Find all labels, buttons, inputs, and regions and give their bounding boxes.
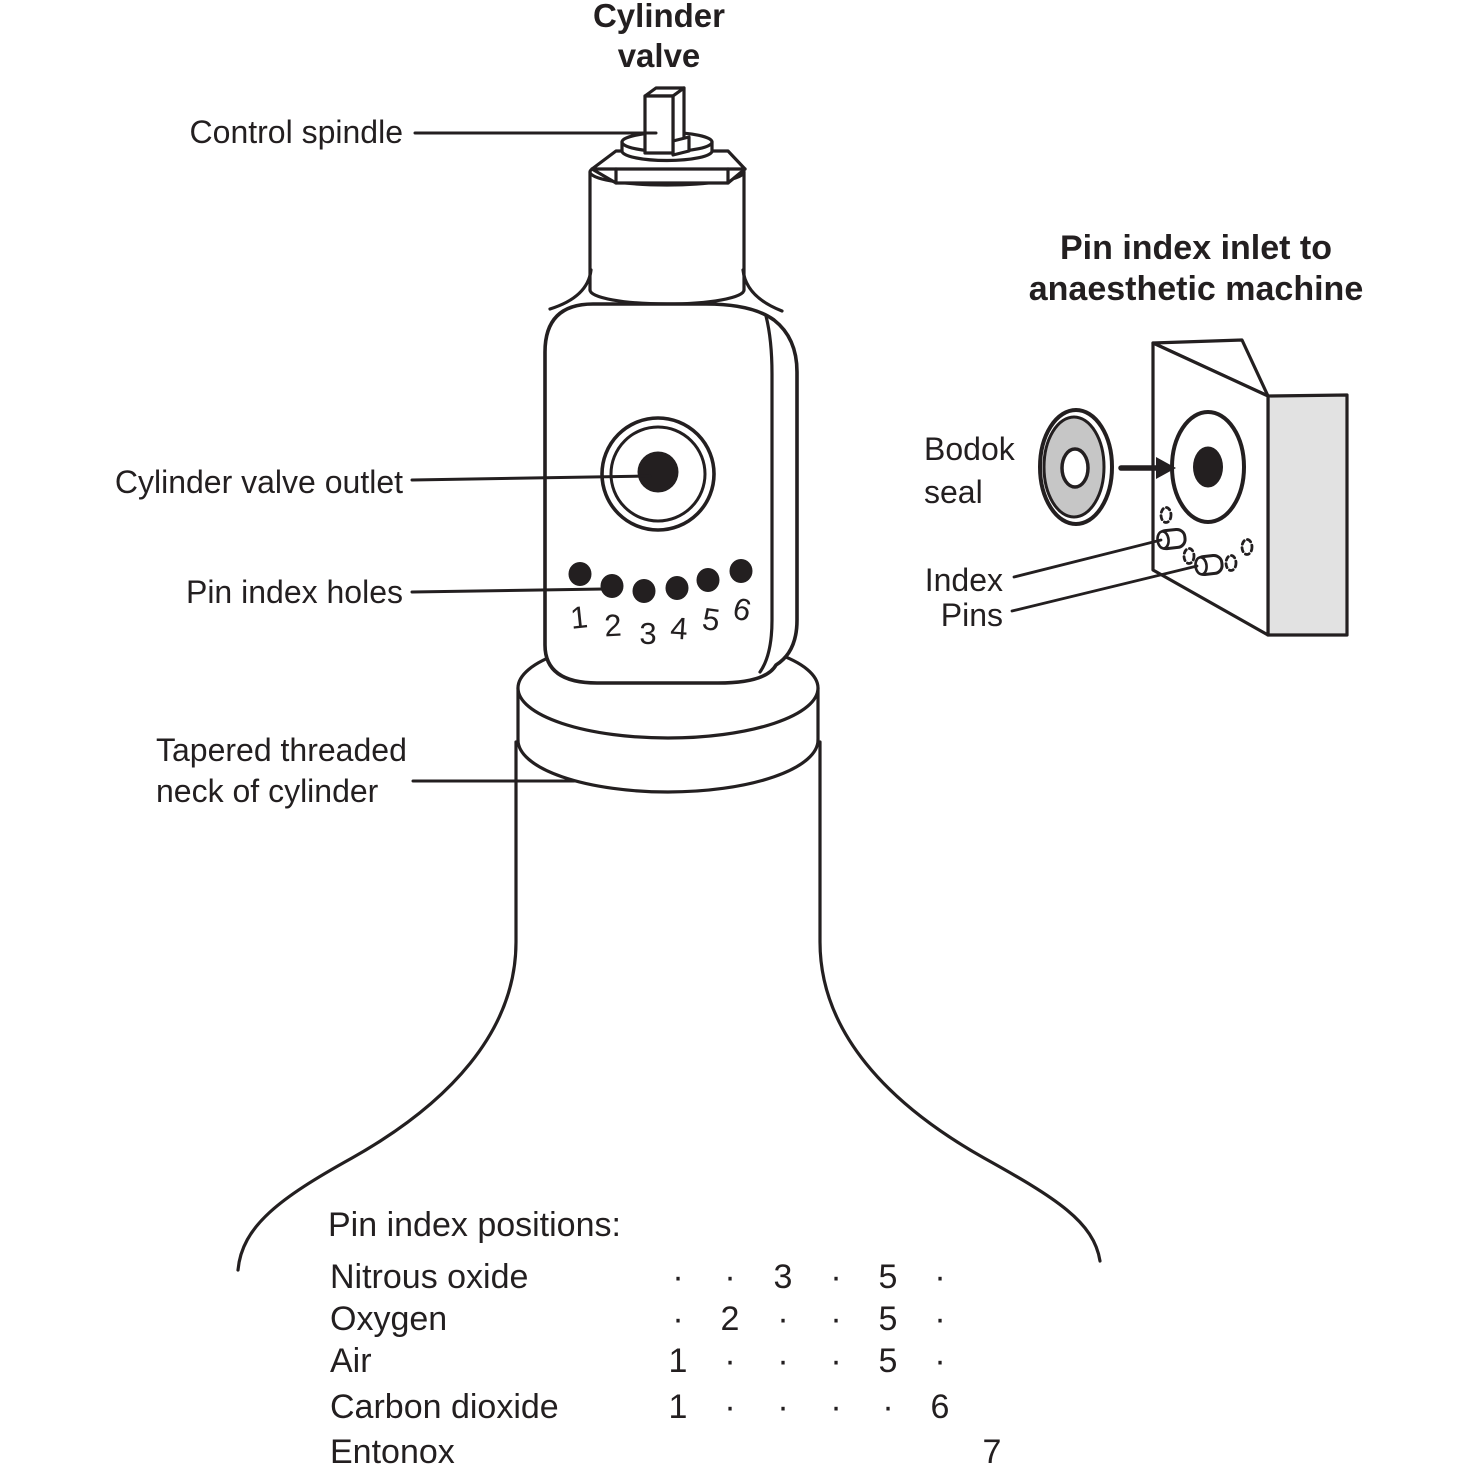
label-index: Index [924, 562, 1003, 598]
right-diagram-title: Pin index inlet to anaesthetic machine [1028, 229, 1364, 308]
pin-cell: 3 [773, 1258, 793, 1296]
pin-hole-number-1: 1 [568, 599, 590, 636]
pin-cell: 6 [930, 1388, 950, 1426]
body-outline-right [820, 742, 1100, 1261]
pin-cell: · [777, 1342, 789, 1380]
pin-hole-number-6: 6 [729, 590, 755, 629]
gas-name: Nitrous oxide [330, 1258, 529, 1296]
valve-outlet-port [638, 452, 679, 493]
pin-cell: 5 [878, 1258, 898, 1296]
left-diagram-title: Cylinder valve [592, 0, 726, 74]
pin-cell: · [830, 1388, 842, 1426]
pin-cell: · [934, 1258, 946, 1296]
index-pin-2 [1195, 555, 1223, 576]
table-row [0, 1258, 1150, 1300]
pin-cell: 1 [668, 1342, 688, 1380]
pin-cell: · [777, 1300, 789, 1338]
pin-cell: · [724, 1388, 736, 1426]
label-valve-outlet: Cylinder valve outlet [114, 464, 403, 500]
pin-cell: · [934, 1342, 946, 1380]
leader-index-pin-1 [1014, 540, 1161, 577]
pin-cell: · [672, 1300, 684, 1338]
pin-cell: · [830, 1258, 842, 1296]
table-heading: Pin index positions: [328, 1206, 621, 1244]
gas-name: Air [330, 1342, 372, 1380]
gas-name: Oxygen [330, 1300, 448, 1338]
machine-block-side-face [1268, 395, 1347, 635]
pin-cell: · [724, 1342, 736, 1380]
pin-cell: · [777, 1388, 789, 1426]
pin-hole-number-4: 4 [669, 610, 689, 647]
label-tapered-neck: Tapered threaded neck of cylinder [156, 732, 407, 809]
table-row [0, 1300, 1150, 1342]
pin-cell: 5 [878, 1300, 898, 1338]
pin-cell: · [724, 1258, 736, 1296]
label-pins: Pins [940, 597, 1003, 633]
pin-cell: · [830, 1300, 842, 1338]
pin-cell: 1 [668, 1388, 688, 1426]
pin-cell: 7 [982, 1433, 1002, 1467]
inlet-port [1172, 412, 1244, 522]
pin-hole-number-3: 3 [639, 616, 657, 651]
label-control-spindle: Control spindle [189, 114, 403, 150]
pin-cell: · [934, 1300, 946, 1338]
label-pin-index-holes: Pin index holes [185, 574, 403, 610]
label-bodok-seal: Bodok seal [924, 431, 1015, 510]
pin-hole-number-5: 5 [700, 600, 723, 639]
leader-index-pin-2 [1012, 566, 1197, 611]
gas-name: Carbon dioxide [330, 1388, 559, 1426]
body-outline-left [238, 742, 516, 1270]
table-row [0, 1388, 1150, 1430]
pin-cell: · [672, 1258, 684, 1296]
pin-cell: · [882, 1388, 894, 1426]
valve-outlet [602, 418, 714, 530]
bodok-seal-drawing [1040, 410, 1112, 524]
pin-hole-number-2: 2 [603, 607, 623, 644]
cylinder-neck-and-body [238, 742, 1100, 1270]
pin-cell: 2 [720, 1300, 740, 1338]
control-spindle-handle [645, 88, 689, 155]
pin-cell: · [830, 1342, 842, 1380]
table-row [0, 1342, 1150, 1384]
pin-cell: 5 [878, 1342, 898, 1380]
gas-name: Entonox [330, 1433, 455, 1467]
table-row [0, 1433, 1150, 1467]
